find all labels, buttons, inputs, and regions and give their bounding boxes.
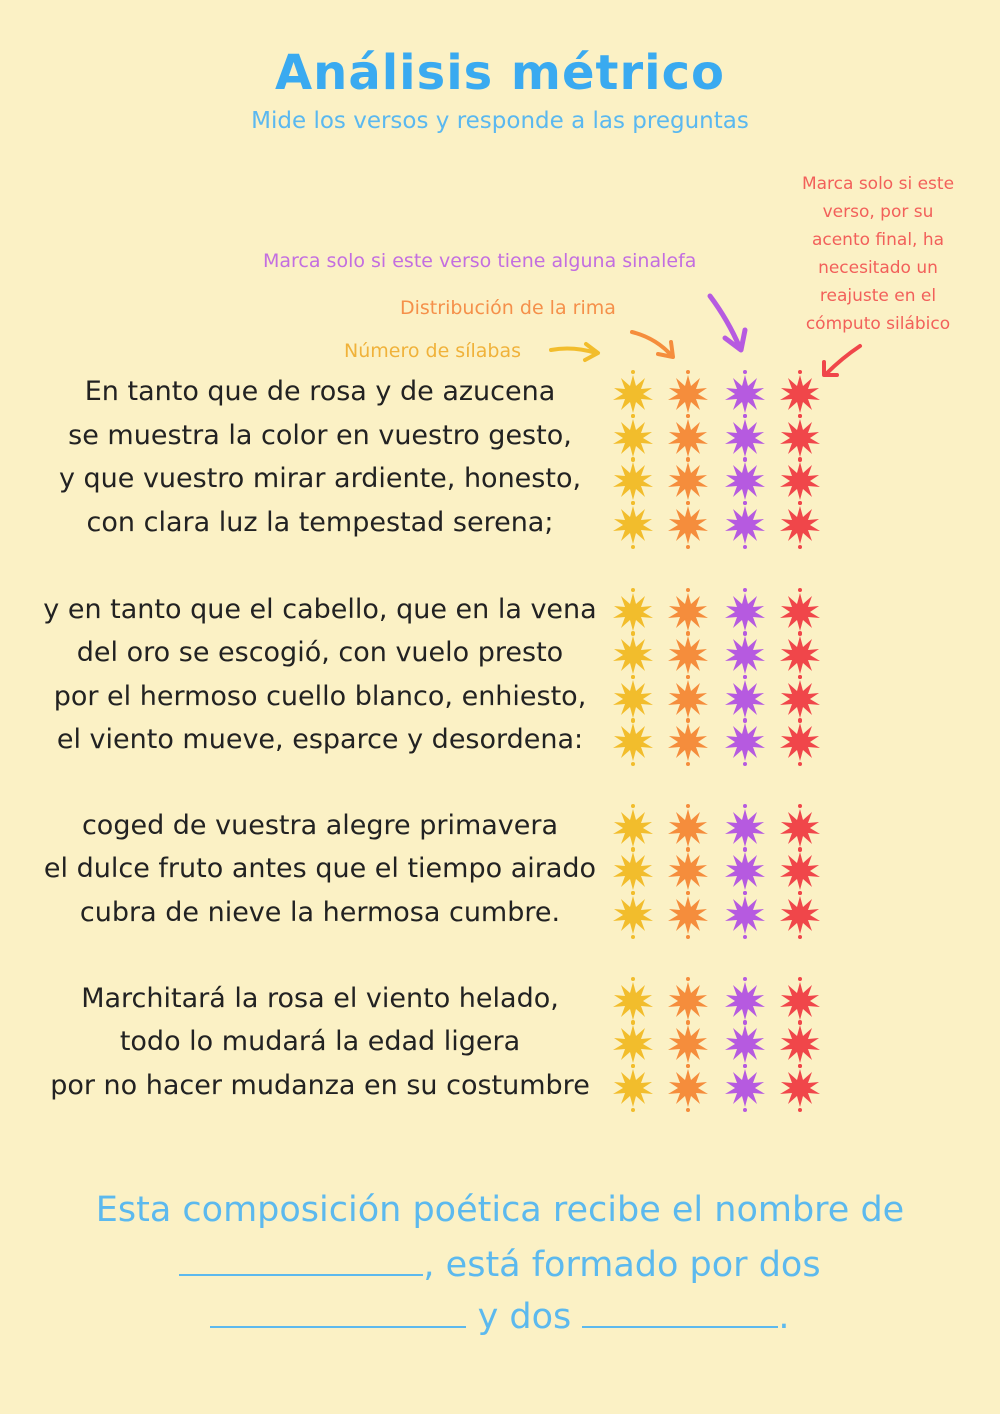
page-title: Análisis métrico [275,45,725,101]
rhyme-marker-icon[interactable] [667,591,709,633]
syllables-marker-icon[interactable] [612,460,654,502]
footer-line-1: Esta composición poética recibe el nombre de [95,1190,905,1230]
accent-marker-icon[interactable] [779,417,821,459]
verse-line: En tanto que de rosa y de azucena [84,376,556,407]
rhyme-marker-icon[interactable] [667,1023,709,1065]
syllables-marker-icon[interactable] [612,591,654,633]
rhyme-marker-icon[interactable] [667,678,709,720]
rhyme-marker-icon[interactable] [667,721,709,763]
accent-arrow-icon [818,342,866,380]
syllables-marker-icon[interactable] [612,894,654,936]
sinalefa-marker-icon[interactable] [724,373,766,415]
sinalefa-arrow-icon [700,290,752,356]
verse-line: todo lo mudará la edad ligera [119,1026,521,1057]
sinalefa-marker-icon[interactable] [724,460,766,502]
sinalefa-marker-icon[interactable] [724,894,766,936]
answer-blank-1[interactable] [179,1242,423,1276]
sinalefa-marker-icon[interactable] [724,850,766,892]
verse-line: con clara luz la tempestad serena; [86,507,554,538]
rhyme-marker-icon[interactable] [667,634,709,676]
sinalefa-marker-icon[interactable] [724,1067,766,1109]
syllables-label: Número de sílabas [344,340,522,362]
rhyme-marker-icon[interactable] [667,504,709,546]
accent-marker-icon[interactable] [779,504,821,546]
rhyme-marker-icon[interactable] [667,460,709,502]
accent-marker-icon[interactable] [779,678,821,720]
rhyme-arrow-icon [628,328,680,362]
sinalefa-marker-icon[interactable] [724,504,766,546]
accent-marker-icon[interactable] [779,980,821,1022]
rhyme-marker-icon[interactable] [667,850,709,892]
syllables-marker-icon[interactable] [612,850,654,892]
sinalefa-label: Marca solo si este verso tiene alguna sinalefa [263,250,697,272]
page-subtitle: Mide los versos y responde a las preguntas [251,108,749,134]
accent-marker-icon[interactable] [779,634,821,676]
verse-line: se muestra la color en vuestro gesto, [68,420,572,451]
sinalefa-marker-icon[interactable] [724,417,766,459]
accent-marker-icon[interactable] [779,1067,821,1109]
answer-blank-3[interactable] [582,1294,778,1328]
syllables-marker-icon[interactable] [612,1067,654,1109]
syllables-marker-icon[interactable] [612,1023,654,1065]
accent-marker-icon[interactable] [779,807,821,849]
footer-line-3: y dos . [0,1294,1000,1337]
sinalefa-marker-icon[interactable] [724,1023,766,1065]
syllables-marker-icon[interactable] [612,980,654,1022]
syllables-marker-icon[interactable] [612,678,654,720]
sinalefa-marker-icon[interactable] [724,980,766,1022]
syllables-marker-icon[interactable] [612,634,654,676]
rhyme-label: Distribución de la rima [400,297,616,319]
accent-marker-icon[interactable] [779,850,821,892]
sinalefa-marker-icon[interactable] [724,807,766,849]
verse-line: del oro se escogió, con vuelo presto [76,637,564,668]
verse-line: coged de vuestra alegre primavera [81,810,559,841]
syllables-marker-icon[interactable] [612,504,654,546]
accent-marker-icon[interactable] [779,591,821,633]
answer-blank-2[interactable] [210,1294,466,1328]
verse-line: por no hacer mudanza en su costumbre [50,1070,590,1101]
verse-line: el viento mueve, esparce y desordena: [56,724,584,755]
rhyme-marker-icon[interactable] [667,807,709,849]
sinalefa-marker-icon[interactable] [724,721,766,763]
verse-line: y que vuestro mirar ardiente, honesto, [58,463,582,494]
syllables-marker-icon[interactable] [612,721,654,763]
verse-line: y en tanto que el cabello, que en la vena [43,594,597,625]
rhyme-marker-icon[interactable] [667,894,709,936]
rhyme-marker-icon[interactable] [667,980,709,1022]
verse-line: cubra de nieve la hermosa cumbre. [79,897,561,928]
rhyme-marker-icon[interactable] [667,373,709,415]
rhyme-marker-icon[interactable] [667,417,709,459]
syllables-arrow-icon [548,340,603,364]
accent-marker-icon[interactable] [779,460,821,502]
footer-line-2: , está formado por dos [0,1242,1000,1285]
sinalefa-marker-icon[interactable] [724,678,766,720]
rhyme-marker-icon[interactable] [667,1067,709,1109]
verse-line: por el hermoso cuello blanco, enhiesto, [53,681,587,712]
sinalefa-marker-icon[interactable] [724,634,766,676]
accent-marker-icon[interactable] [779,373,821,415]
accent-label: Marca solo si este verso, por su acento final, ha necesitado un reajuste en el cómputo silábico [801,174,955,334]
accent-marker-icon[interactable] [779,721,821,763]
sinalefa-marker-icon[interactable] [724,591,766,633]
syllables-marker-icon[interactable] [612,417,654,459]
verse-line: el dulce fruto antes que el tiempo airado [43,853,597,884]
accent-marker-icon[interactable] [779,1023,821,1065]
syllables-marker-icon[interactable] [612,807,654,849]
verse-line: Marchitará la rosa el viento helado, [81,983,559,1014]
syllables-marker-icon[interactable] [612,373,654,415]
accent-marker-icon[interactable] [779,894,821,936]
